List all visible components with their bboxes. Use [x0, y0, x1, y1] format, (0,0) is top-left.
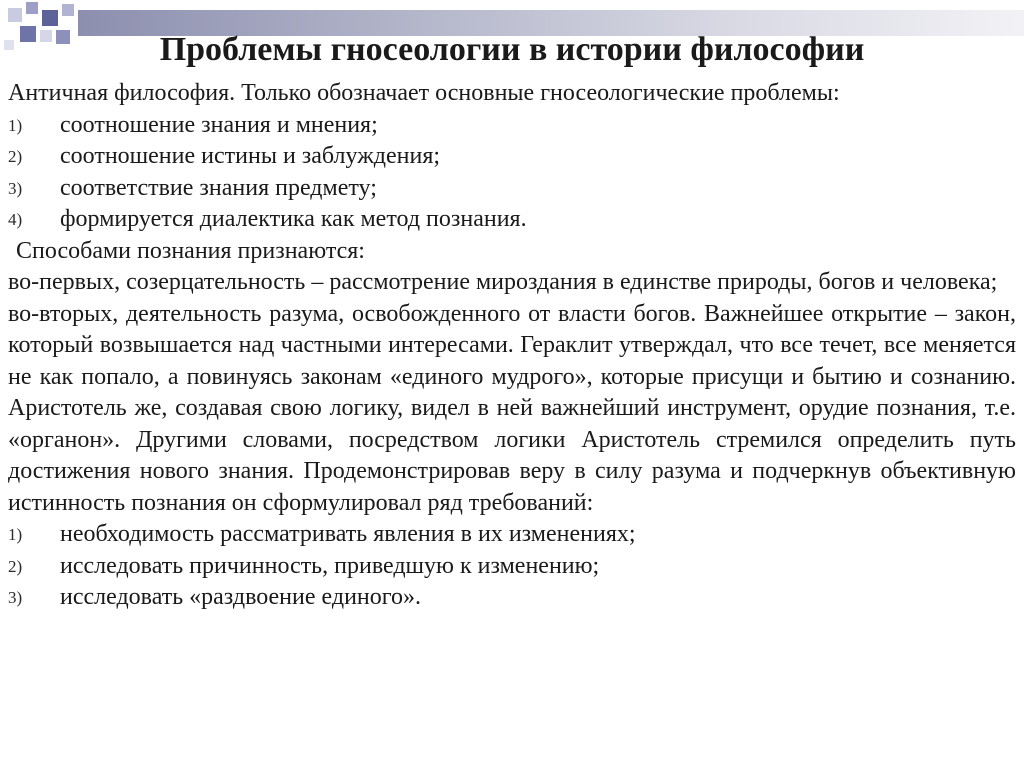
list-item: [8, 141, 1016, 173]
list-item-text: соответствие знания предмету;: [60, 174, 377, 201]
problems-list: [8, 110, 1016, 236]
list-item-text: соотношение знания и мнения;: [60, 111, 378, 138]
slide-title: Проблемы гносеологии в истории философии: [159, 31, 865, 68]
list-number: 3): [8, 178, 23, 198]
slide-content: [8, 78, 1016, 614]
list-item-text: формируется диалектика как метод познания.: [60, 206, 527, 232]
list-item: [8, 173, 1016, 205]
list-item-text: необходимость рассматривать явления в их изменениях;: [60, 521, 636, 547]
list-item: [8, 110, 1016, 142]
list-number: 4): [8, 210, 23, 229]
list-item: [8, 519, 1016, 551]
list-number: 1): [8, 115, 23, 135]
list-item-text: исследовать причинность, приведшую к изменению;: [60, 552, 600, 579]
list-number: 2): [8, 556, 23, 576]
list-item-text: исследовать «раздвоение единого».: [60, 584, 421, 610]
requirements-list: [8, 519, 1016, 614]
list-item: [8, 551, 1016, 583]
list-number: 1): [8, 525, 23, 544]
list-number: 2): [8, 147, 23, 166]
intro-text: Античная философия. Только обозначает основные гносеологические проблемы:: [8, 80, 840, 106]
methods-heading: Способами познания признаются:: [16, 237, 365, 264]
list-item-text: соотношение истины и заблуждения;: [60, 143, 441, 169]
method-second-paragraph: во-вторых, деятельность разума, освобожденного от власти богов. Важнейшее открытие – закон, который возвышается над частными интересами. Гераклит утверждал, что все течет, все меняется не как попало, а повинуясь законам «единого мудрого», которые присущи и бытию и сознанию. Аристотель же, создавая свою логику, видел в ней важнейший инструмент, орудие познания, т.е. «органон». Другими словами, посредством логики Аристотель стремился определить путь достижения нового знания. Продемонстрировав веру в силу разума и подчеркнув объективную истинность познания он сформулировал ряд требований:: [8, 300, 1016, 516]
list-item: [8, 204, 1016, 236]
list-number: 3): [8, 588, 23, 607]
method-first-paragraph: во-первых, созерцательность – рассмотрение мироздания в единстве природы, богов и человека;: [8, 269, 998, 295]
list-item: [8, 582, 1016, 614]
